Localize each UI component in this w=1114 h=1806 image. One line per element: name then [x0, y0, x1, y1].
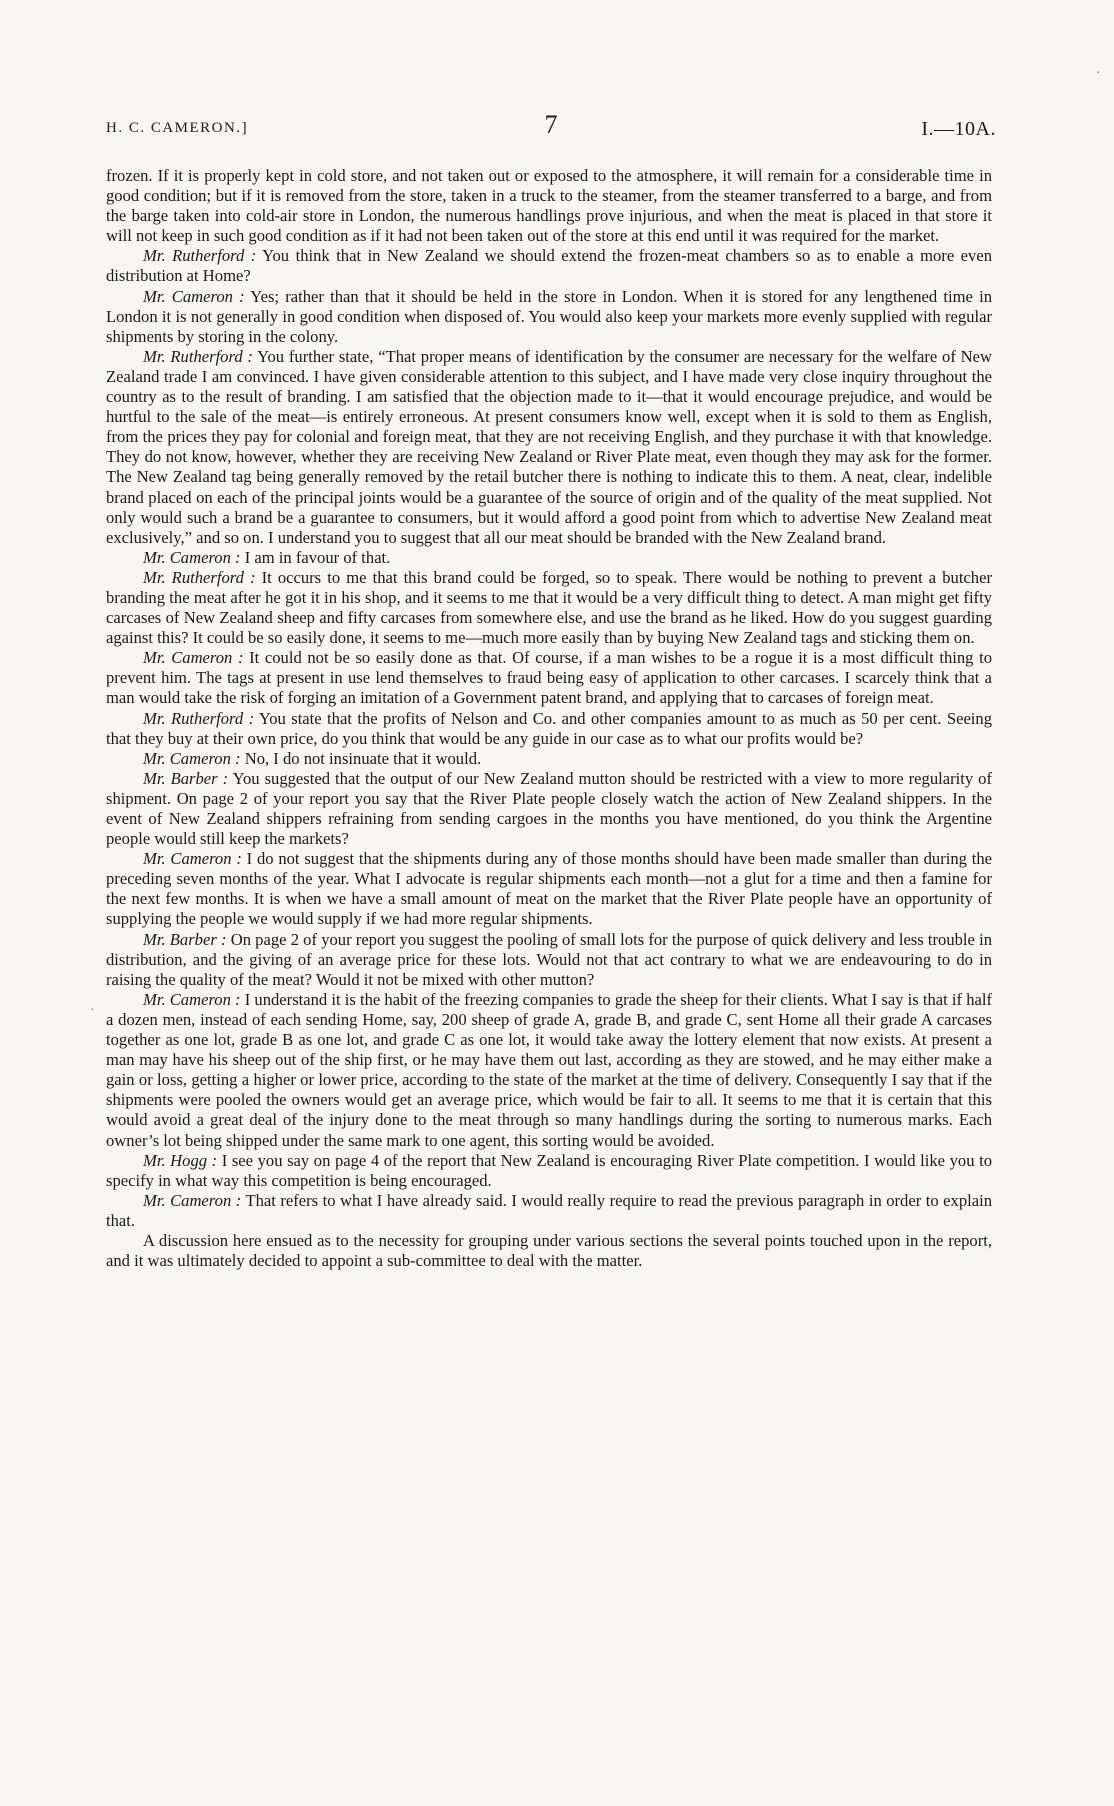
speaker-name: Mr. Rutherford : — [143, 567, 256, 587]
page-number: 7 — [544, 110, 558, 139]
speaker-name: Mr. Cameron : — [143, 849, 242, 869]
paragraph: Mr. Cameron : It could not be so easily done as that. Of course, if a man wishes to be a rogue it is a most difficult thing to prevent him. The tags at present in use lend themselves to fraud being easy of application to other carcases. I scarcely think that a man would take the risk of forging an imitation of a Government patent brand, and applying that to carcases of foreign meat. — [106, 648, 992, 708]
page-header — [106, 110, 996, 150]
speaker-name: Mr. Cameron : — [143, 648, 244, 668]
paragraph: Mr. Rutherford : You state that the profits of Nelson and Co. and other companies amount to as much as 50 per cent. Seeing that they buy at their own price, do you think that would be any guide in our case as to what our profits would be? — [106, 708, 993, 748]
paragraph: Mr. Barber : You suggested that the output of our New Zealand mutton should be restricted with a view to more regularity of shipment. On page 2 of your report you say that the River Plate people closely watch the action of New Zealand shippers. In the event of New Zealand shippers refraining from sending cargoes in the months you have mentioned, do you think the Argentine people would still keep the markets? — [106, 768, 993, 849]
paragraph: Mr. Rutherford : You further state, “That proper means of identification by the consumer are necessary for the welfare of New Zealand trade I am convinced. I have given considerable attention to this subject, and I have made very close inquiry throughout the country as to the result of branding. I am satisfied that the objection made to it—that it would encourage prejudice, and would be hurtful to the sale of the meat—is entirely erroneous. At present consumers know well, except when it is sold to them as English, from the prices they pay for colonial and foreign meat, that they are not receiving English, and they purchase it with that knowledge. They do not know, however, whether they are receiving New Zealand or River Plate meat, even though they may ask for the former. The New Zealand tag being generally removed by the retail butcher there is nothing to indicate this to them. A neat, clear, indelible brand placed on each of the principal joints would be a guarantee of the source of origin and of the quality of the meat supplied. Not only would such a brand be a guarantee to consumers, but it would afford a good point from which to advertise New Zealand meat exclusively,” and so on. I understand you to suggest that all our meat should be branded with the New Zealand brand. — [106, 346, 992, 547]
speaker-name: Mr. Cameron : — [143, 286, 245, 306]
paragraph: Mr. Cameron : That refers to what I have already said. I would really require to read the previous paragraph in order to explain that. — [106, 1190, 992, 1230]
paragraph: Mr. Cameron : I understand it is the habit of the freezing companies to grade the sheep for their clients. What I say is that if half a dozen men, instead of each sending Home, say, 200 sheep of grade A, grade B, and grade C, sent Home all their grade A carcases together as one lot, grade B as one lot, and grade C as one lot, it would take away the lottery element that now exists. At present a man may have his sheep out of the ship first, or he may have them out last, according as they are stowed, and he may either make a gain or loss, getting a higher or lower price, according to the state of the market at the time of delivery. Consequently I say that if the shipments were pooled the owners would get an average price, which would be fair to all. It seems to me that it is certain that this would avoid a great deal of the injury done to the meat through so many handlings during the sorting to numerous marks. Each owner’s lot being shipped under the same mark to one agent, this sorting would be avoided. — [106, 989, 992, 1150]
speaker-name: Mr. Hogg : — [143, 1150, 218, 1170]
speaker-name: Mr. Barber : — [143, 768, 229, 788]
paragraph: Mr. Cameron : No, I do not insinuate that it would. — [143, 748, 482, 768]
running-head-left: H. C. CAMERON.] — [106, 120, 249, 136]
speaker-name: Mr. Cameron : — [143, 989, 241, 1009]
scan-speck: · — [90, 1003, 95, 1018]
speaker-name: Mr. Rutherford : — [143, 246, 257, 266]
page-body — [106, 166, 992, 1271]
paragraph: Mr. Rutherford : You think that in New Zealand we should extend the frozen-meat chambers so as to enable a more even distribution at Home? — [106, 246, 992, 286]
speaker-name: Mr. Cameron : — [143, 748, 241, 768]
paragraph: Mr. Cameron : I am in favour of that. — [143, 547, 391, 567]
scan-speck: · — [1096, 66, 1101, 81]
paragraph: Mr. Rutherford : It occurs to me that this brand could be forged, so to speak. There would be nothing to prevent a butcher branding the meat after he got it in his shop, and it seems to me that it would be a very difficult thing to detect. A man might get fifty carcases of New Zealand sheep and fifty carcases from somewhere else, and use the brand as he liked. How do you suggest guarding against this? It could be so easily done, it seems to me—much more easily than by buying New Zealand tags and sticking them on. — [106, 567, 992, 648]
paragraph: Mr. Cameron : I do not suggest that the shipments during any of those months should have been made smaller than during the preceding seven months of the year. What I advocate is regular shipments each month—not a glut for a time and then a famine for the next few months. It is when we have a small amount of meat on the market that the River Plate people have an opportunity of supplying the people we would supply if we had more regular shipments. — [106, 849, 992, 929]
paragraph: Mr. Cameron : Yes; rather than that it should be held in the store in London. When it is stored for any lengthened time in London it is not generally in good condition when disposed of. You would also keep your markets more evenly supplied with regular shipments by storing in the colony. — [106, 286, 992, 346]
paragraph: Mr. Hogg : I see you say on page 4 of the report that New Zealand is encouraging River Plate competition. I would like you to specify in what way this competition is being encouraged. — [106, 1150, 992, 1190]
paragraph: frozen. If it is properly kept in cold store, and not taken out or exposed to the atmosphere, it will remain for a considerable time in good condition; but if it is removed from the store, taken in a truck to the steamer, from the steamer transferred to a barge, and from the barge taken into cold-air store in London, the numerous handlings prove injurious, and when the meat is placed in that store it will not keep in such good condition as if it had not been taken out of the store at this end until it was required for the market. — [106, 166, 992, 246]
speaker-name: Mr. Cameron : — [143, 547, 241, 567]
paragraph: A discussion here ensued as to the necessity for grouping under various sections the several points touched upon in the report, and it was ultimately decided to appoint a sub-committee to deal with the matter. — [106, 1230, 992, 1271]
running-head-right: I.—10A. — [921, 118, 996, 140]
speaker-name: Mr. Barber : — [143, 929, 227, 949]
speaker-name: Mr. Rutherford : — [143, 708, 255, 728]
speaker-name: Mr. Rutherford : — [143, 346, 253, 366]
paragraph: Mr. Barber : On page 2 of your report you suggest the pooling of small lots for the purpose of quick delivery and less trouble in distribution, and the giving of an average price for these lots. Would not that act contrary to what we are endeavouring to do in raising the quality of the meat? Would it not be mixed with other mutton? — [106, 929, 993, 989]
speaker-name: Mr. Cameron : — [143, 1190, 242, 1210]
